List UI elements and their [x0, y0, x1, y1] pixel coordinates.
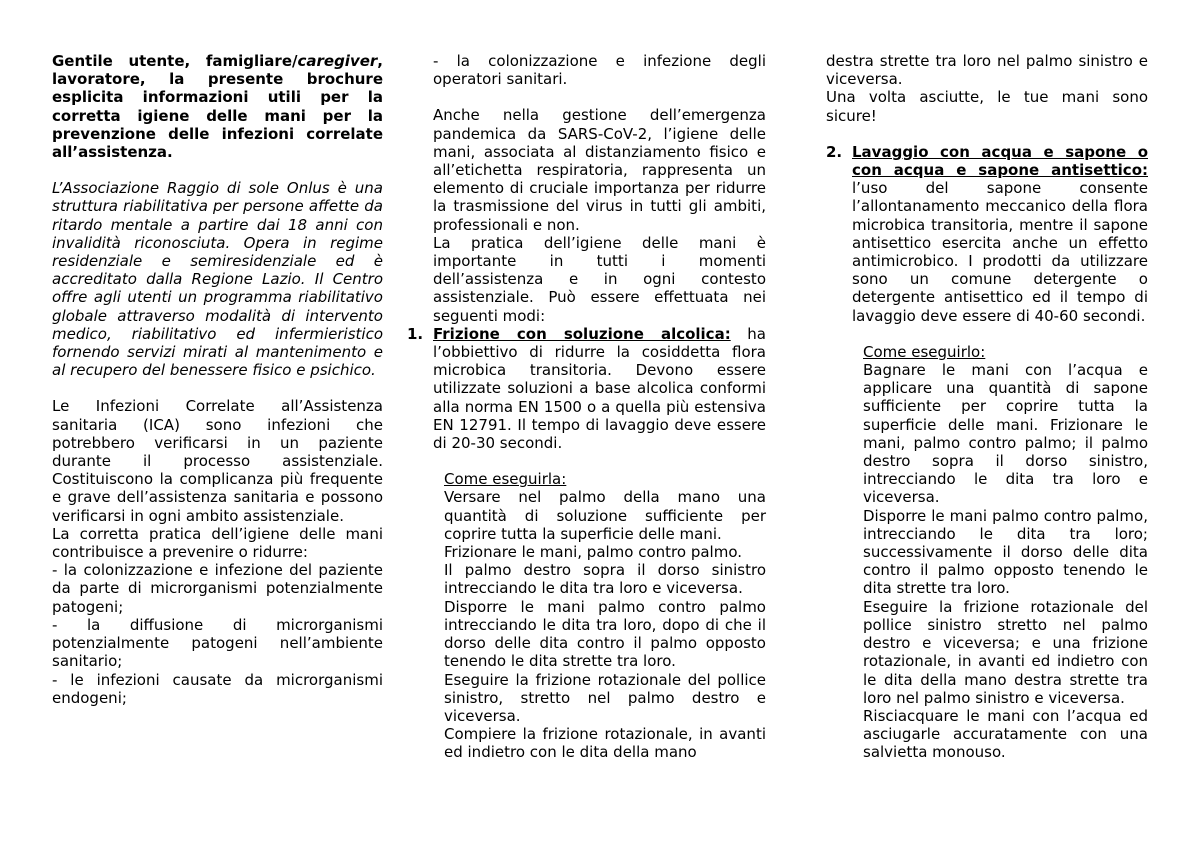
- method-description: l’uso del sapone consente l’allontanamento meccanico della flora microbica transitoria, mentre il sapone antisettico esercita anche un effetto antimicrobico. I prodotti da utilizzare sono un comune detergente o detergente antisettico ed il tempo di lavaggio deve essere di 40-60 secondi.: [852, 179, 1148, 325]
- intro-paragraph: [52, 52, 383, 161]
- bullet-item: - la diffusione di microrganismi potenzialmente patogeni nell’ambiente sanitario;: [52, 615, 383, 671]
- step-text: Versare nel palmo della mano una quantità di soluzione sufficiente per coprire tutta la superficie delle mani.: [444, 488, 766, 543]
- association-paragraph: L’Associazione Raggio di sole Onlus è una struttura riabilitativa per persone affette da ritardo mentale a partire dai 18 anni con invalidità riconosciuta. Opera in regime residenziale e semiresidenziale ed è accreditato dalla Regione Lazio. Il Centro offre agli utenti un programma riabilitativo globale attraverso modalità di intervento medico, riabilitativo ed infermieristico fornendo servizi mirati al mantenimento e al recupero del benessere fisico e psichico.: [52, 179, 383, 380]
- method-item-1: [407, 325, 766, 762]
- continued-text: destra strette tra loro nel palmo sinistro e viceversa.: [826, 52, 1148, 89]
- pandemic-paragraph: Anche nella gestione dell’emergenza pandemica da SARS-CoV-2, l’igiene delle mani, associata al distanziamento fisico e all’etichetta respiratoria, rappresenta un elemento di cruciale importanza per ridurre la trasmissione del virus in tutti gli ambiti, professionali e non.: [433, 106, 766, 234]
- method-title: Frizione con soluzione alcolica:: [433, 324, 731, 343]
- item-number: 2.: [826, 142, 843, 161]
- step-text: Eseguire la frizione rotazionale del pollice sinistro, stretto nel palmo destro e viceversa.: [444, 670, 766, 725]
- column-right: [826, 52, 1148, 762]
- column-left: [52, 52, 383, 707]
- step-text: Bagnare le mani con l’acqua e applicare una quantità di sapone sufficiente per coprire tutta la superficie delle mani. Frizionare le mani, palmo contro palmo; il palmo destro sopra il dorso sinistro, intrecciando le dita tra loro e viceversa.: [863, 361, 1148, 507]
- intro-text: Gentile utente, famigliare/: [52, 52, 298, 70]
- step-text: Compiere la frizione rotazionale, in avanti ed indietro con le dita della mano: [444, 725, 766, 762]
- column-middle: [407, 52, 766, 762]
- ica-paragraph: Le Infezioni Correlate all’Assistenza sanitaria (ICA) sono infezioni che potrebbero verificarsi in un paziente durante il processo assistenziale. Costituiscono la complicanza più frequente e grave dell’assistenza sanitaria e possono verificarsi in ogni ambito assistenziale.: [52, 397, 383, 525]
- importance-paragraph: La pratica dell’igiene delle mani è importante in tutti i momenti dell’assistenza e in ogni contesto assistenziale. Può essere effettuata nei seguenti modi:: [433, 233, 766, 325]
- item-number: 1.: [407, 324, 424, 343]
- how-to-title: Come eseguirlo:: [863, 342, 986, 361]
- method-description: ha l’obbiettivo di ridurre la cosiddetta flora microbica transitoria. Devono essere utilizzate soluzioni a base alcolica conformi alla norma EN 1500 o a quella più estensiva EN 12791. Il tempo di lavaggio deve essere di 20-30 secondi.: [433, 324, 766, 453]
- how-to-title: Come eseguirla:: [444, 470, 567, 489]
- intro-rest: , lavoratore, la presente brochure esplicita informazioni utili per la corretta igiene delle mani per la prevenzione delle infezioni correlate all’assistenza.: [52, 52, 383, 162]
- bullet-item: - le infezioni causate da microrganismi endogeni;: [52, 670, 383, 707]
- step-text: Il palmo destro sopra il dorso sinistro intrecciando le dita tra loro e viceversa.: [444, 561, 766, 598]
- bullet-item: - la colonizzazione e infezione del paziente da parte di microrganismi potenzialmente patogeni;: [52, 561, 383, 616]
- step-text: Frizionare le mani, palmo contro palmo.: [444, 543, 743, 562]
- step-text: Eseguire la frizione rotazionale del pollice sinistro stretto nel palmo destro e viceversa; e una frizione rotazionale, in avanti ed indietro con le dita della mano destra strette tra loro nel palmo sinistro e viceversa.: [863, 597, 1148, 707]
- practice-paragraph: La corretta pratica dell’igiene delle mani contribuisce a prevenire o ridurre:: [52, 524, 383, 562]
- step-text: Risciacquare le mani con l’acqua ed asciugarle accuratamente con una salvietta monouso.: [863, 706, 1148, 762]
- bullet-item: - la colonizzazione e infezione degli operatori sanitari.: [433, 52, 766, 89]
- step-text: Disporre le mani palmo contro palmo, intrecciando le dita tra loro; successivamente il dorso delle dita contro il palmo opposto tenendo le dita strette tra loro.: [863, 506, 1148, 598]
- safe-text: Una volta asciutte, le tue mani sono sicure!: [826, 88, 1148, 125]
- intro-caregiver: caregiver: [297, 52, 378, 70]
- method-item-2: [826, 143, 1148, 762]
- step-text: Disporre le mani palmo contro palmo intrecciando le dita tra loro, dopo di che il dorso delle dita contro il palmo opposto tenendo le dita strette tra loro.: [444, 597, 766, 671]
- method-title: Lavaggio con acqua e sapone o con acqua e sapone antisettico:: [852, 142, 1148, 180]
